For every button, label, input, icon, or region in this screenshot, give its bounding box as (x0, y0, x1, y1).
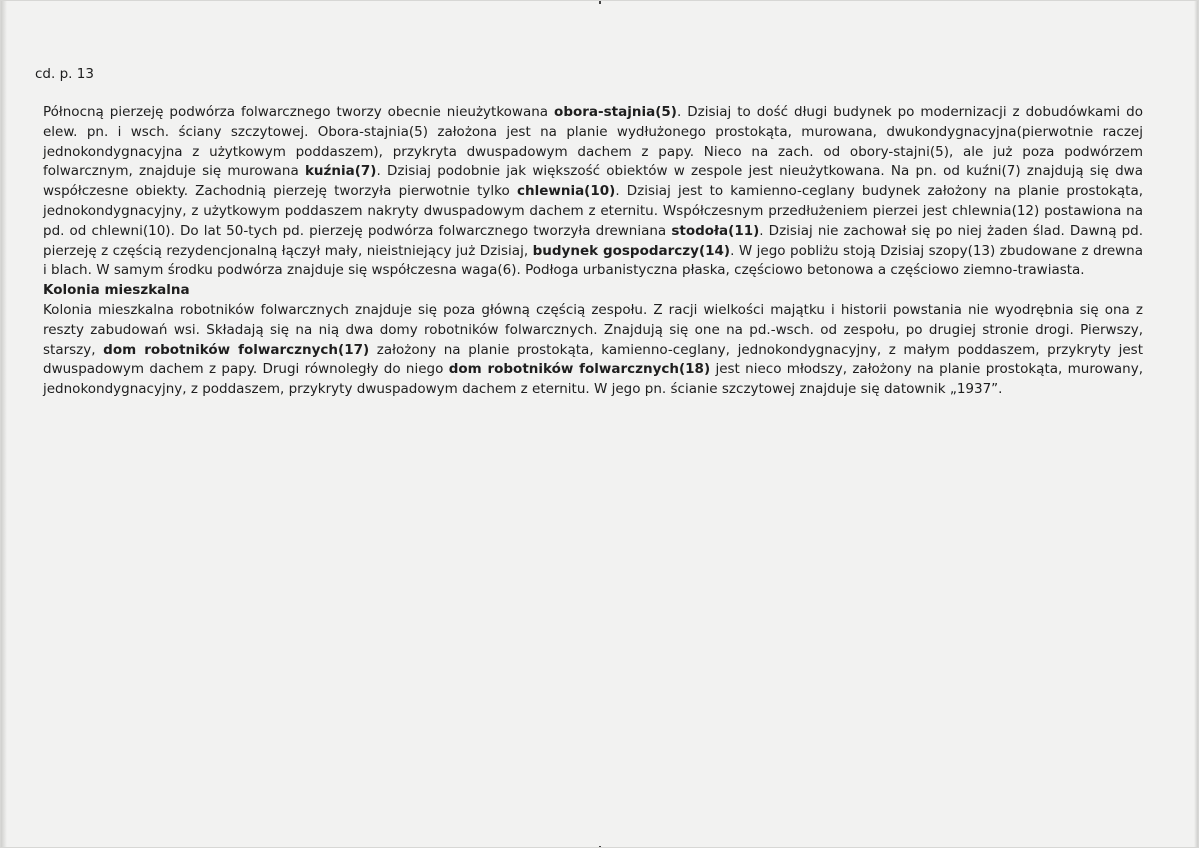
text-run: . Dzisiaj nie zachował się po niej żaden ślad. Dawną pd. pierzeję z częścią rezydencjonalną łączył mały, nieistniejący już Dzisiaj, (43, 222, 1144, 259)
workers-colony-paragraph (43, 301, 1143, 400)
bold-term: kuźnia(7) (304, 163, 377, 180)
page-reference: cd. p. 13 (35, 66, 94, 82)
bold-term: stodoła(11) (671, 222, 760, 239)
scan-mark-top (599, 1, 601, 4)
document-body (43, 103, 1143, 400)
bold-term: chlewnia(10) (516, 183, 616, 200)
text-run: . Dzisiaj jest to kamienno-ceglany budynek założony na planie prostokąta, jednokondygnacyjny, z użytkowym poddaszem nakryty dwuspadowym dachem z eternitu. Współczesnym przedłużeniem pierzei jest chlewnia(12) postawiona na pd. od chlewni(10). Do lat 50-tych pd. pierzeję podwórza folwarcznego tworzyła drewniana (43, 183, 1144, 239)
text-run: jest nieco młodszy, założony na planie prostokąta, murowany, jednokondygnacyjny, z poddaszem, przykryty dwuspadowym dachem z eternitu. W jego pn. ścianie szczytowej znajduje się datownik „1937”. (43, 361, 1144, 398)
scan-edge-left (1, 1, 7, 847)
section-heading: Kolonia mieszkalna (43, 282, 190, 299)
farmyard-paragraph (43, 103, 1143, 281)
bold-term: obora-stajnia(5) (554, 104, 677, 120)
text-run: Kolonia mieszkalna robotników folwarcznych znajduje się poza główną częścią zespołu. Z racji wielkości majątku i historii powstania nie wyodrębnia się ona z reszty zabudowań wsi. Składają się na nią dwa domy robotników folwarcznych. Znajdują się one na pd.-wsch. od zespołu, po drugiej stronie drogi. Pierwszy, starszy, (43, 301, 1143, 358)
text-run: założony na planie prostokąta, kamienno-ceglany, jednokondygnacyjny, z małym poddaszem, przykryty jest dwuspadowym dachem z papy. Drugi równoległy do niego (43, 341, 1143, 378)
text-run: . W jego pobliżu stoją Dzisiaj szopy(13) zbudowane z drewna i blach. W samym środku podwórza znajduje się współczesna waga(6). Podłoga urbanistyczna płaska, częściowo betonowa a częściowo ziemno-trawiasta. (43, 242, 1143, 279)
text-run: Północną pierzeję podwórza folwarcznego tworzy obecnie nieużytkowana (43, 104, 555, 120)
bold-term: dom robotników folwarcznych(17) (103, 341, 370, 358)
bold-term: budynek gospodarczy(14) (532, 242, 731, 259)
text-run: . Dzisiaj to dość długi budynek po modernizacji z dobudówkami do elew. pn. i wsch. ściany szczytowej. Obora-stajnia(5) założona jest na planie wydłużonego prostokąta, murowana, dwukondygnacyjna(pierwotnie raczej jednokondygnacyjna z użytkowym poddaszem), przykryta dwuspadowym dachem z papy. Nieco na zach. od obory-stajni(5), ale już poza podwórzem folwarcznym, znajduje się murowana (43, 104, 1143, 180)
text-run: . Dzisiaj podobnie jak większość obiektów w zespole jest nieużytkowana. Na pn. od kuźni(7) znajdują się dwa współczesne obiekty. Zachodnią pierzeję tworzyła pierwotnie tylko (43, 163, 1143, 200)
scan-edge-right (1194, 1, 1198, 847)
bold-term: dom robotników folwarcznych(18) (448, 361, 711, 378)
